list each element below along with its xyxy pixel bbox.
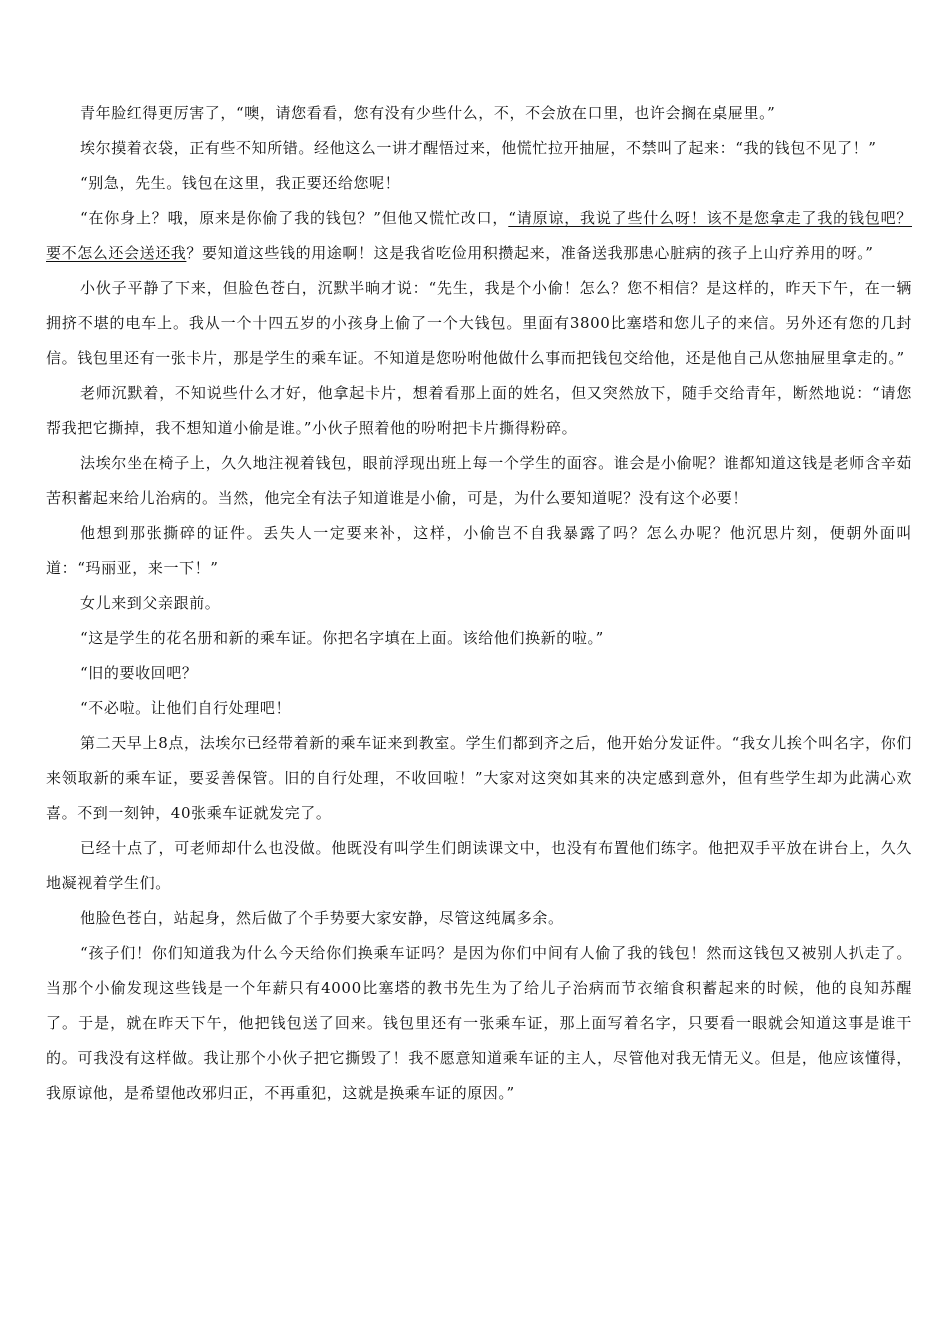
paragraph-14: 已经十点了，可老师却什么也没做。他既没有叫学生们朗读课文中，也没有布置他们练字。他把双手平放在讲台上，久久地凝视着学生们。 xyxy=(46,839,912,892)
paragraph-13: 第二天早上8点，法埃尔已经带着新的乘车证来到教室。学生们都到齐之后，他开始分发证件。“我女儿挨个叫名字，你们来领取新的乘车证，要妥善保管。旧的自行处理，不收回啦！”大家对这突如其来的决定感到意外，但有些学生却为此满心欢喜。不到一刻钟，40张乘车证就发完了。 xyxy=(46,734,912,822)
paragraph-4-lead: “在你身上？哦，原来是你偷了我的钱包？”但他又慌忙改口， xyxy=(80,209,509,227)
paragraph-2: 埃尔摸着衣袋，正有些不知所错。经他这么一讲才醒悟过来，他慌忙拉开抽屉，不禁叫了起来：“我的钱包不见了！” xyxy=(80,139,877,157)
paragraph-4 xyxy=(46,201,912,271)
paragraph-11: “旧的要收回吧？ xyxy=(80,664,198,682)
paragraph-3: “别急，先生。钱包在这里，我正要还给您呢！ xyxy=(80,174,401,192)
paragraph-16: “孩子们！你们知道我为什么今天给你们换乘车证吗？是因为你们中间有人偷了我的钱包！然而这钱包又被别人扒走了。当那个小偷发现这些钱是一个年薪只有4000比塞塔的教书先生为了给儿子治病而节衣缩食积蓄起来的时候，他的良知苏醒了。于是，就在昨天下午，他把钱包送了回来。钱包里还有一张乘车证，那上面写着名字，只要看一眼就会知道这事是谁干的。可我没有这样做。我让那个小伙子把它撕毁了！我不愿意知道乘车证的主人，尽管他对我无情无义。但是，他应该懂得，我原谅他，是希望他改邪归正，不再重犯，这就是换乘车证的原因。” xyxy=(46,944,912,1102)
paragraph-8: 他想到那张撕碎的证件。丢失人一定要来补，这样，小偷岂不自我暴露了吗？怎么办呢？他沉思片刻，便朝外面叫道：“玛丽亚，来一下！” xyxy=(46,524,912,577)
paragraph-12: “不必啦。让他们自行处理吧！ xyxy=(80,699,292,717)
paragraph-5: 小伙子平静了下来，但脸色苍白，沉默半晌才说：“先生，我是个小偷！怎么？您不相信？是这样的，昨天下午，在一辆拥挤不堪的电车上。我从一个十四五岁的小孩身上偷了一个大钱包。里面有3800比塞塔和您儿子的来信。另外还有您的几封信。钱包里还有一张卡片，那是学生的乘车证。不知道是您吩咐他做什么事而把钱包交给他，还是他自己从您抽屉里拿走的。” xyxy=(46,279,912,367)
paragraph-9: 女儿来到父亲跟前。 xyxy=(80,594,221,612)
paragraph-15: 他脸色苍白，站起身，然后做了个手势要大家安静，尽管这纯属多余。 xyxy=(80,909,564,927)
paragraph-10: “这是学生的花名册和新的乘车证。你把名字填在上面。该给他们换新的啦。” xyxy=(80,629,604,647)
paragraph-7: 法埃尔坐在椅子上，久久地注视着钱包，眼前浮现出班上每一个学生的面容。谁会是小偷呢？谁都知道这钱是老师含辛茹苦积蓄起来给儿治病的。当然，他完全有法子知道谁是小偷，可是，为什么要知道呢？没有这个必要！ xyxy=(46,454,912,507)
story-text xyxy=(46,96,912,1111)
paragraph-6: 老师沉默着，不知说些什么才好，他拿起卡片，想着看那上面的姓名，但又突然放下，随手交给青年，断然地说：“请您帮我把它撕掉，我不想知道小偷是谁。”小伙子照着他的吩咐把卡片撕得粉碎。 xyxy=(46,384,912,437)
underlined-sentence: “请原谅，我说了些什么呀！该不是您拿走了我的钱包吧？要不怎么还会送还我 xyxy=(46,209,912,262)
paragraph-1: 青年脸红得更厉害了，“噢，请您看看，您有没有少些什么，不，不会放在口里，也许会搁在桌屉里。” xyxy=(80,104,776,122)
paragraph-4-tail: ？要知道这些钱的用途啊！这是我省吃俭用积攒起来，准备送我那患心脏病的孩子上山疗养用的呀。” xyxy=(186,244,874,262)
